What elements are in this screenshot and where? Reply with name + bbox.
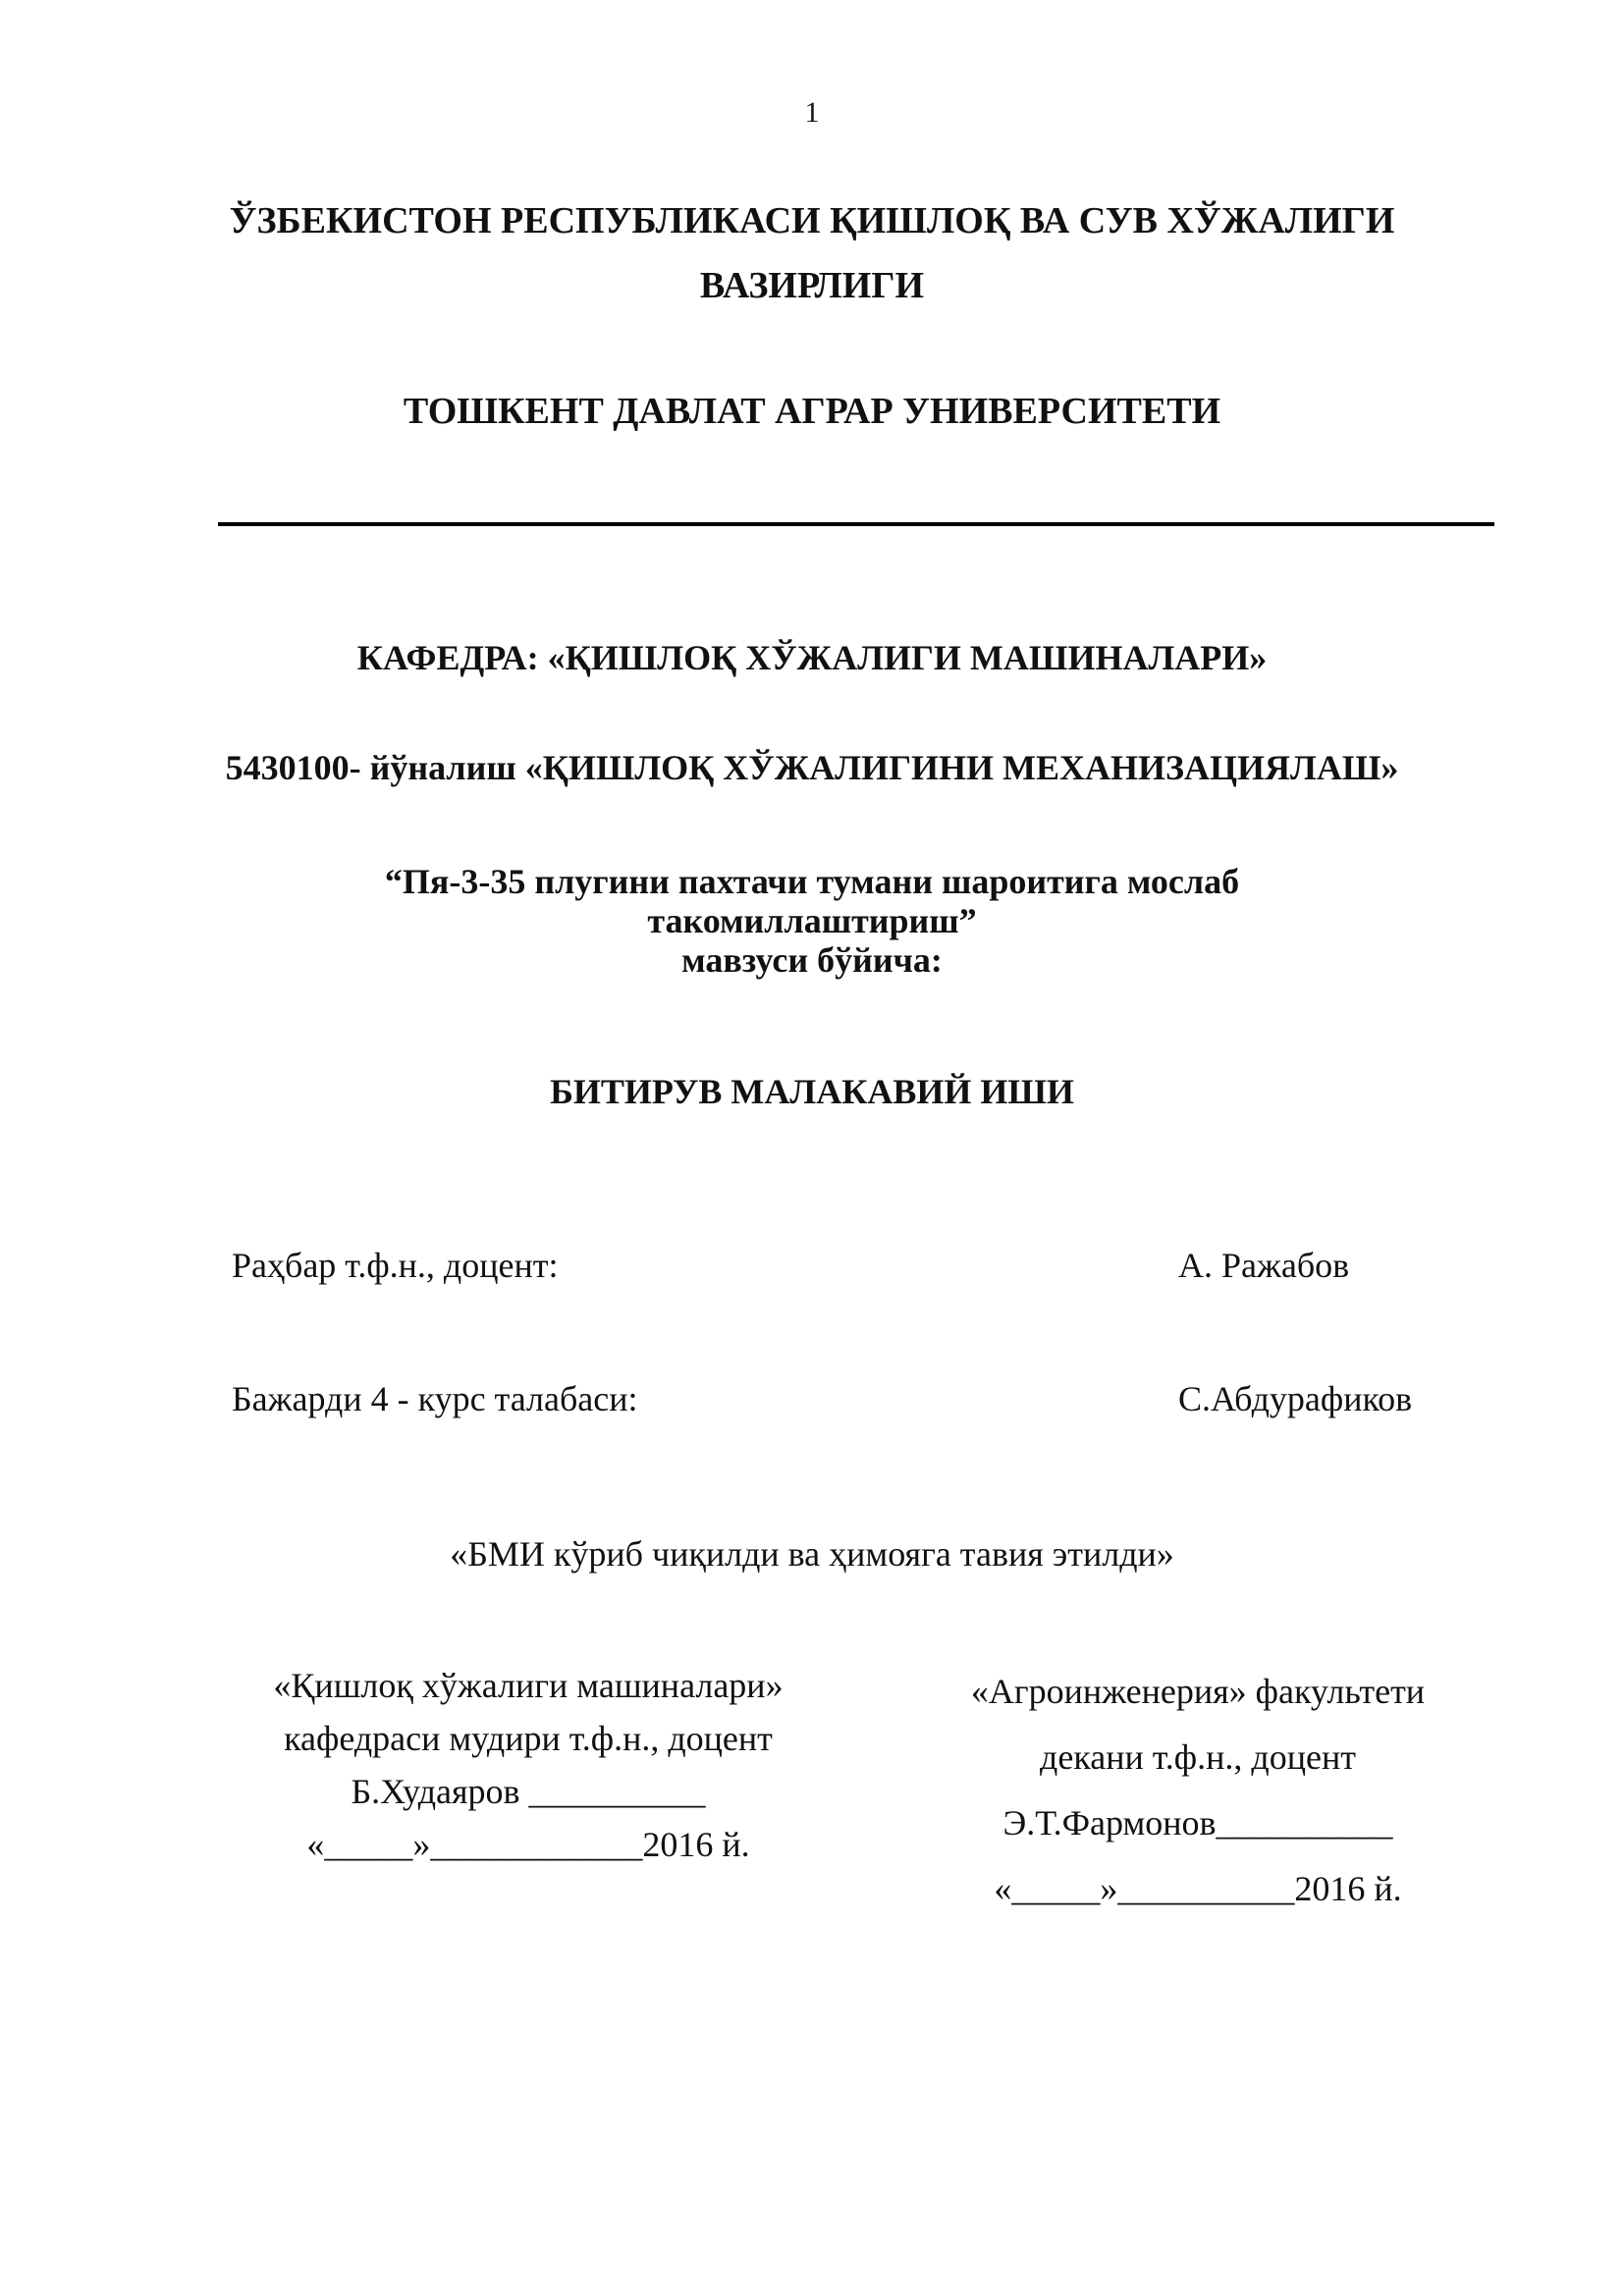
student-label: Бажарди 4 - курс талабаси: <box>232 1379 638 1418</box>
dean-date: «_____»__________2016 й. <box>994 1869 1402 1908</box>
ministry-title-line1: ЎЗБЕКИСТОН РЕСПУБЛИКАСИ ҚИШЛОҚ ВА СУВ ХЎЖАЛИГИ <box>229 200 1395 241</box>
dean-line3: Э.Т.Фармонов__________ <box>1002 1803 1393 1842</box>
approval-statement: «БМИ кўриб чиқилди ва ҳимояга тавия этилди» <box>450 1534 1174 1574</box>
department-head-line2: кафедраси мудири т.ф.н., доцент <box>284 1719 773 1758</box>
page-number: 1 <box>804 96 820 129</box>
dean-signature-block <box>884 1659 1512 1922</box>
direction-title: 5430100- йўналиш «ҚИШЛОҚ ХЎЖАЛИГИНИ МЕХАНИЗАЦИЯЛАШ» <box>225 748 1399 787</box>
header-divider <box>218 522 1494 526</box>
department-head-date: «_____»____________2016 й. <box>306 1825 750 1864</box>
student-name: С.Абдурафиков <box>1178 1379 1413 1418</box>
work-type-title: БИТИРУВ МАЛАКАВИЙ ИШИ <box>550 1072 1074 1111</box>
thesis-topic <box>0 862 1624 980</box>
department-head-signature-block <box>214 1659 842 1871</box>
department-title: КАФЕДРА: «ҚИШЛОҚ ХЎЖАЛИГИ МАШИНАЛАРИ» <box>356 638 1268 677</box>
thesis-topic-line2: такомиллаштириш” <box>647 901 977 940</box>
thesis-topic-line1: “Пя-3-35 плугини пахтачи тумани шароитига мослаб <box>384 862 1240 901</box>
supervisor-label: Раҳбар т.ф.н., доцент: <box>232 1246 559 1285</box>
department-head-line1: «Қишлоқ хўжалиги машиналари» <box>273 1666 784 1705</box>
department-head-line3: Б.Худаяров __________ <box>351 1772 706 1811</box>
ministry-title <box>0 188 1624 318</box>
dean-line1: «Агроинженерия» факультети <box>970 1672 1426 1711</box>
supervisor-name: А. Ражабов <box>1178 1246 1350 1285</box>
dean-line2: декани т.ф.н., доцент <box>1040 1737 1356 1777</box>
ministry-title-line2: ВАЗИРЛИГИ <box>699 265 925 306</box>
thesis-topic-line3: мавзуси бўйича: <box>681 940 943 980</box>
university-title: ТОШКЕНТ ДАВЛАТ АГРАР УНИВЕРСИТЕТИ <box>403 391 1221 432</box>
